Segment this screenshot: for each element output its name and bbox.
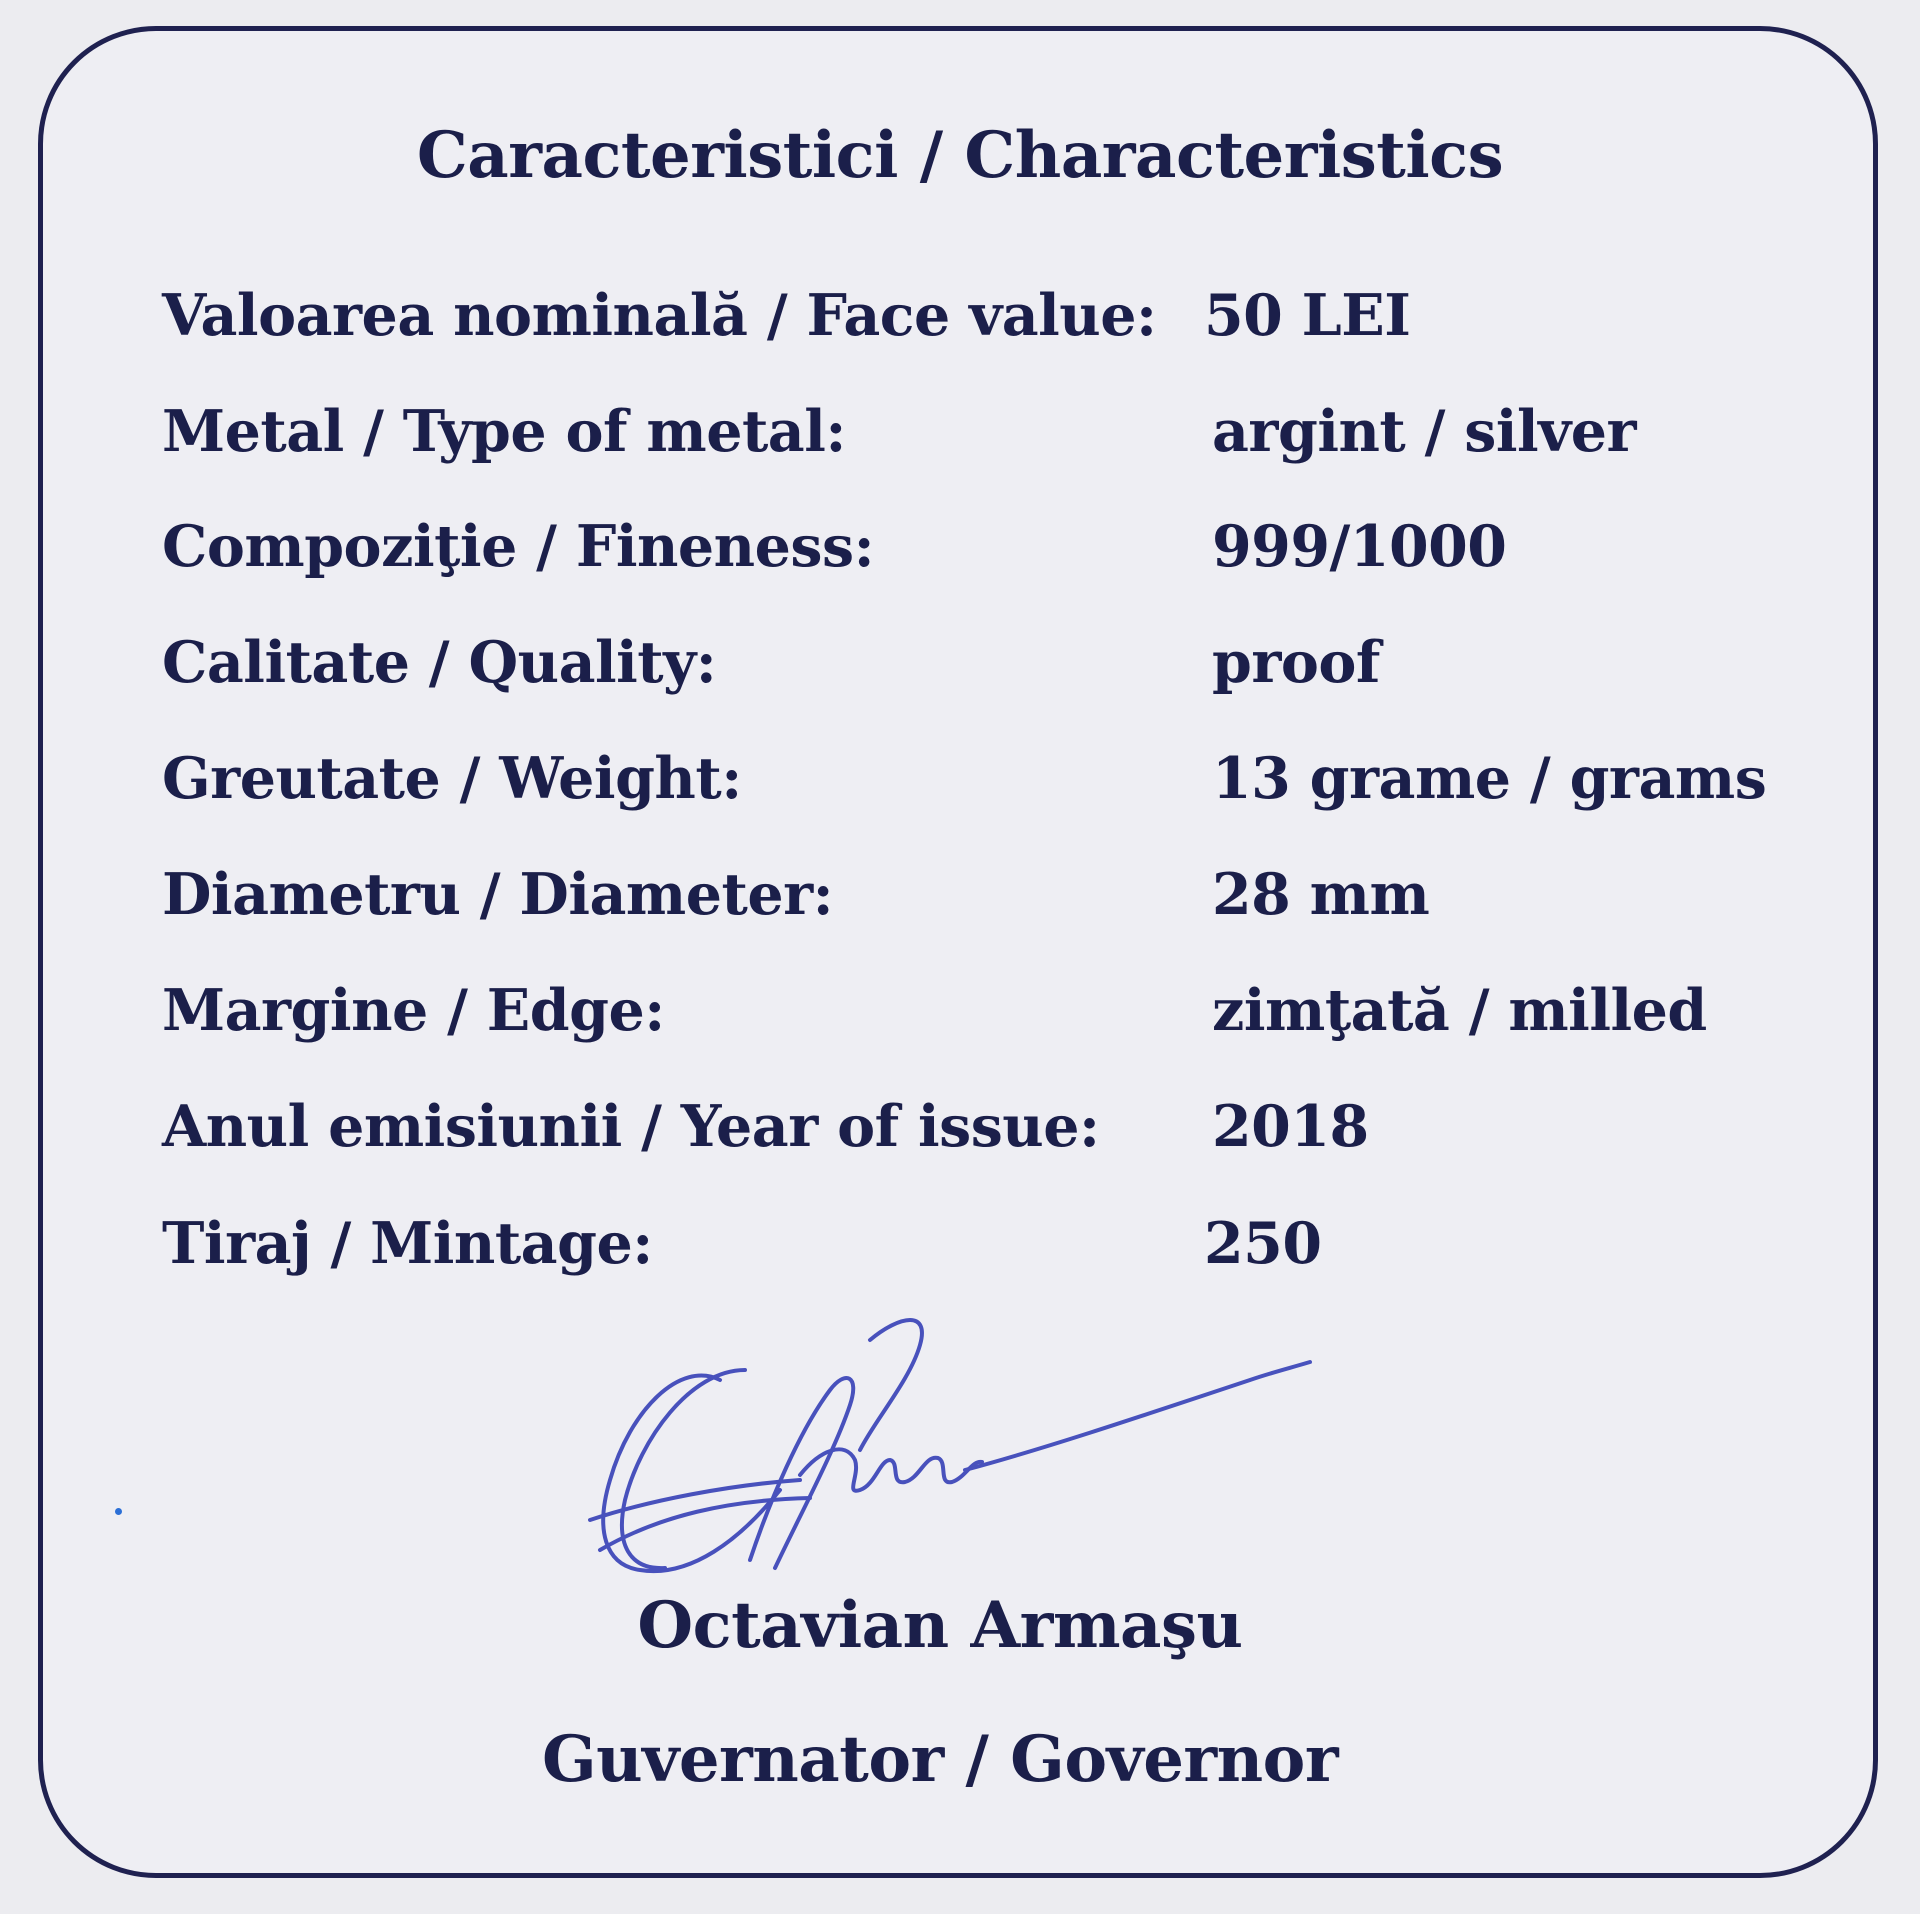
characteristic-row (0, 398, 1920, 478)
characteristic-label: Margine / Edge: (162, 977, 665, 1044)
characteristic-label: Calitate / Quality: (162, 629, 717, 696)
characteristic-row (0, 282, 1920, 362)
characteristic-value: 50 LEI (1204, 282, 1411, 349)
characteristic-value: 13 grame / grams (1212, 745, 1767, 812)
signer-name: Octavian Armaşu (637, 1588, 1243, 1663)
characteristic-row (0, 1093, 1920, 1173)
characteristic-row (0, 977, 1920, 1057)
characteristic-value: proof (1212, 629, 1380, 696)
characteristic-label: Greutate / Weight: (162, 745, 742, 812)
characteristic-value: zimţată / milled (1212, 977, 1707, 1044)
characteristic-label: Compoziţie / Fineness: (162, 513, 875, 580)
characteristic-label: Metal / Type of metal: (162, 398, 846, 465)
ink-dot (115, 1508, 122, 1515)
characteristic-row (0, 861, 1920, 941)
characteristic-label: Diametru / Diameter: (162, 861, 834, 928)
signer-position: Guvernator / Governor (541, 1722, 1339, 1797)
characteristic-label: Anul emisiunii / Year of issue: (162, 1093, 1100, 1160)
characteristic-row (0, 745, 1920, 825)
characteristic-value: 28 mm (1212, 861, 1430, 928)
certificate-title: Caracteristici / Characteristics (416, 118, 1504, 193)
characteristic-value: argint / silver (1212, 398, 1637, 465)
characteristic-value: 2018 (1212, 1093, 1369, 1160)
signature-icon (570, 1300, 1330, 1600)
characteristic-label: Valoarea nominală / Face value: (162, 282, 1157, 349)
characteristic-value: 999/1000 (1212, 513, 1507, 580)
characteristic-row (0, 629, 1920, 709)
characteristic-label: Tiraj / Mintage: (162, 1210, 653, 1277)
characteristic-row (0, 513, 1920, 593)
characteristic-row (0, 1210, 1920, 1290)
characteristic-value: 250 (1204, 1210, 1322, 1277)
